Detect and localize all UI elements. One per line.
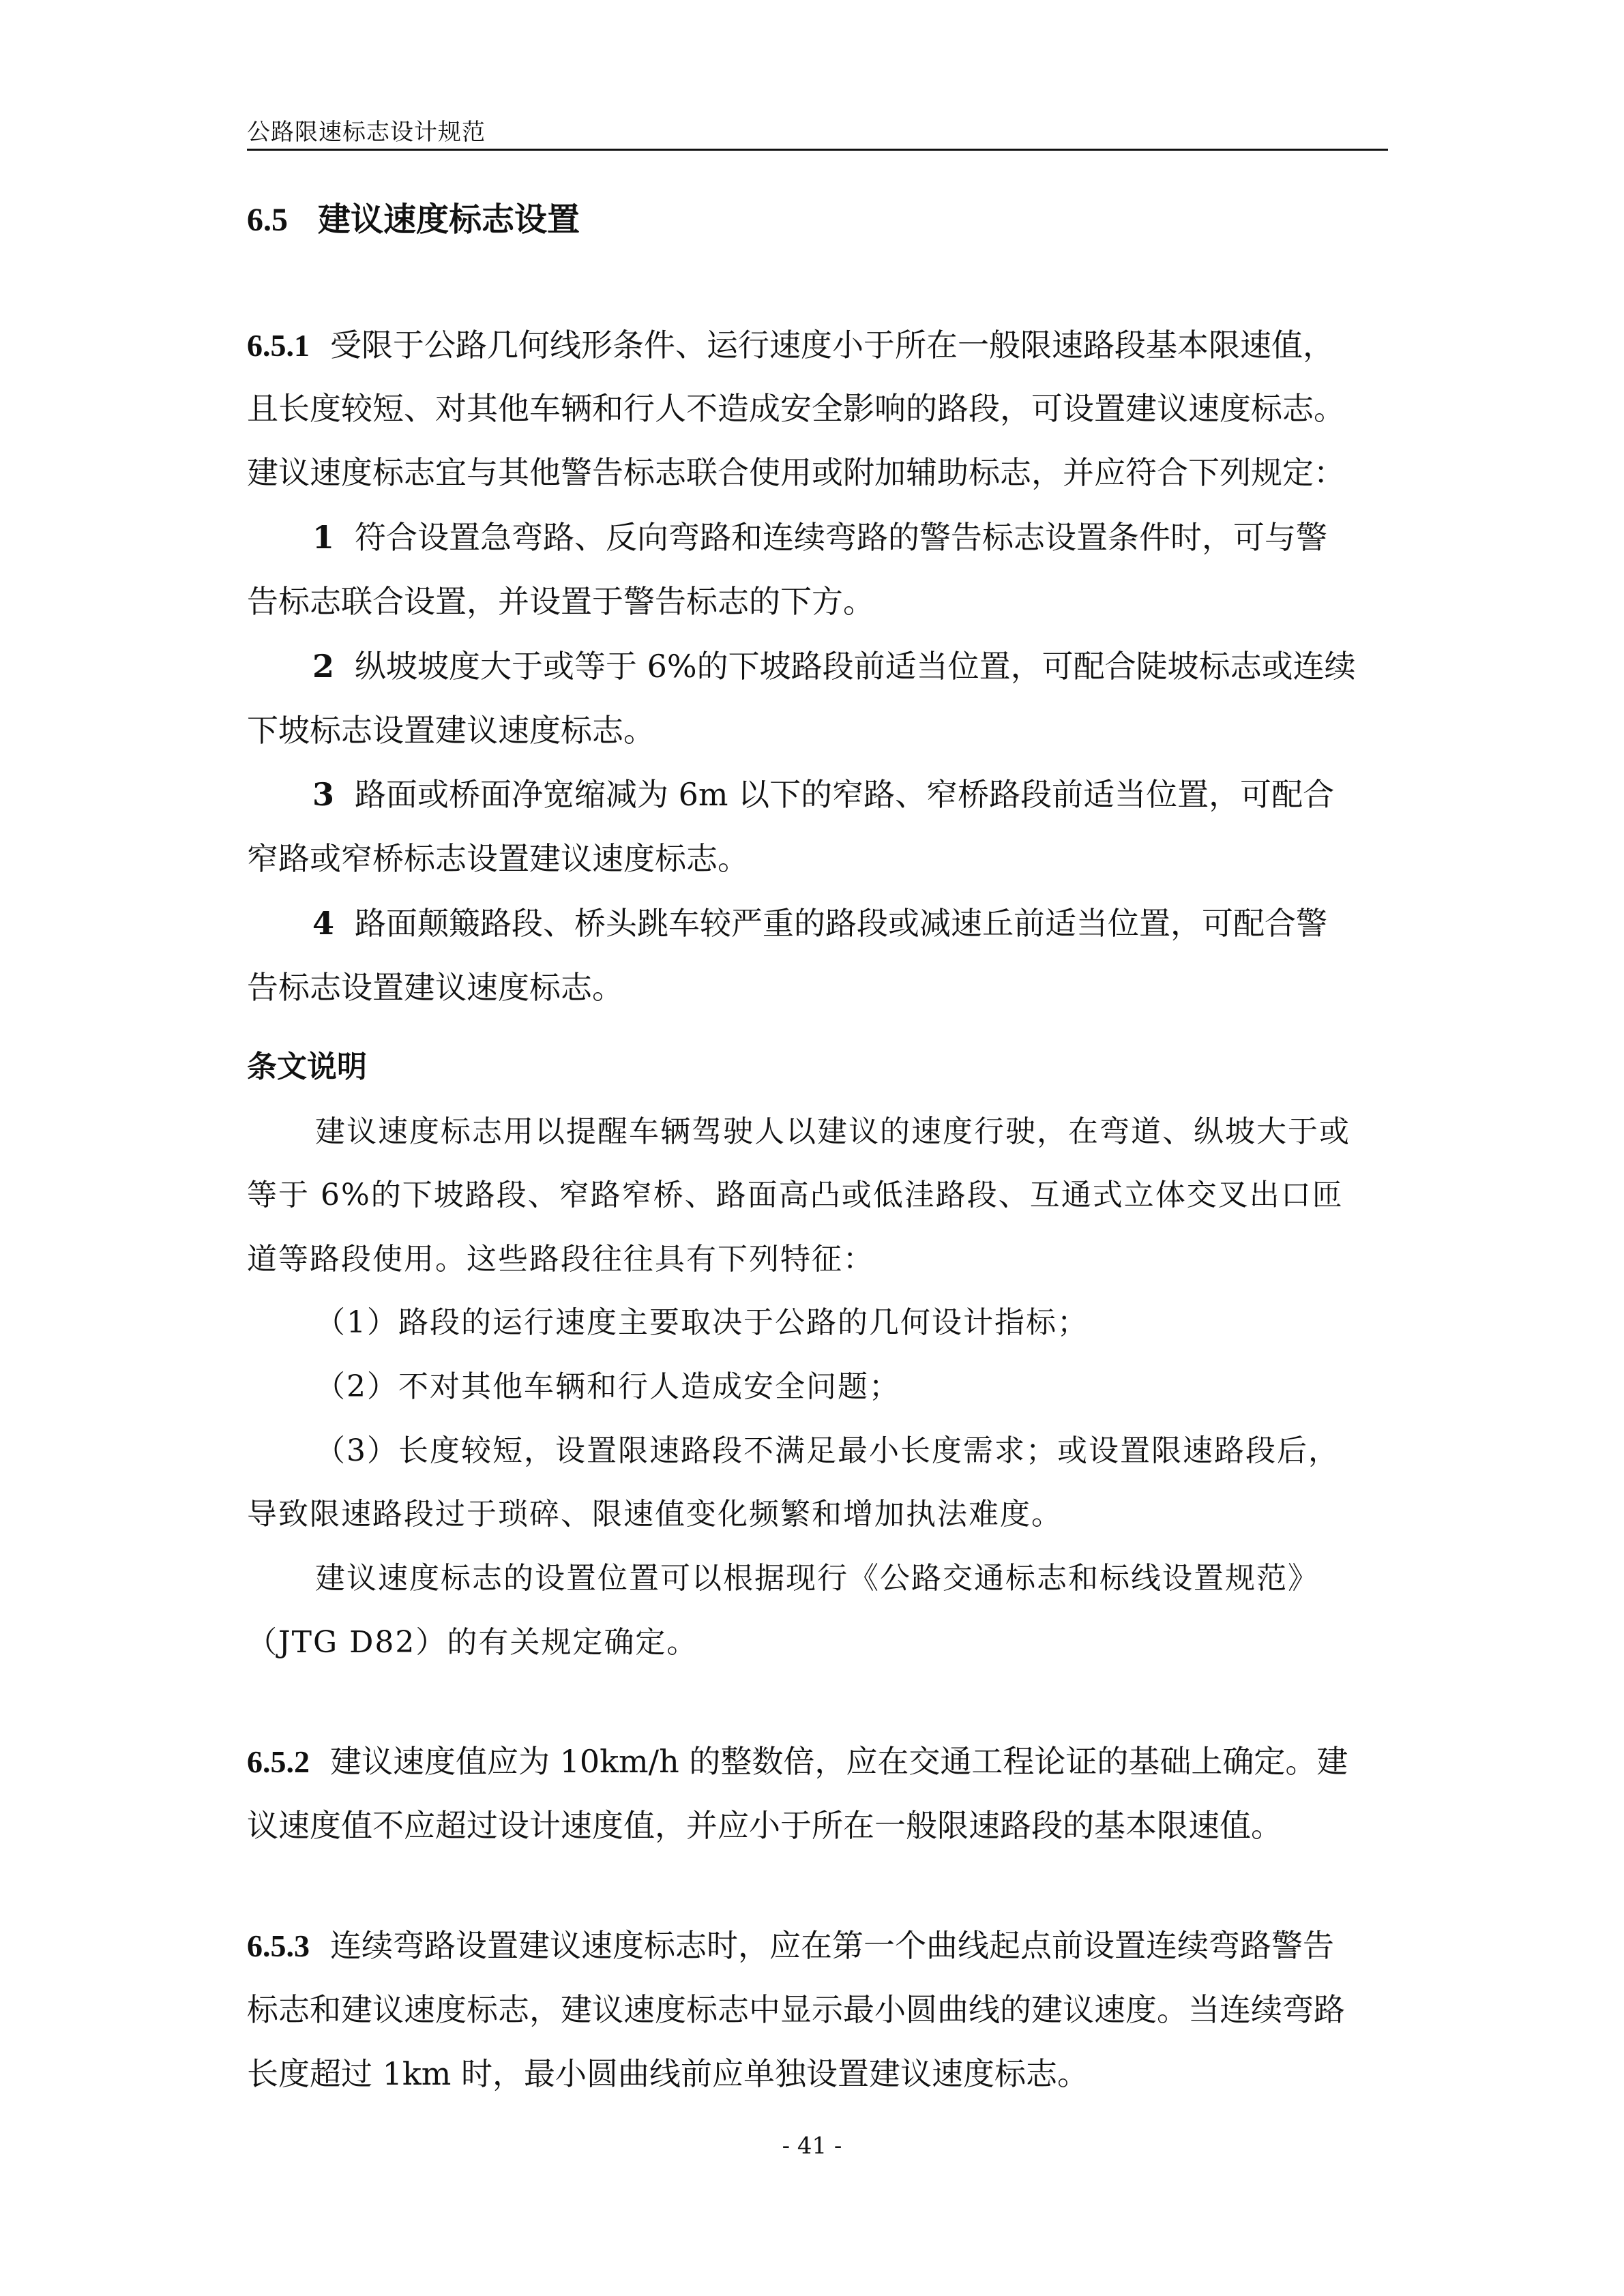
item-number: 1 [312,519,335,556]
commentary-line-6: （3）长度较短，设置限速路段不满足最小长度需求；或设置限速路段后， [315,1433,1340,1468]
running-head: 公路限速标志设计规范 [247,119,486,146]
item-number: 4 [312,905,335,942]
list-item-4: 4 路面颠簸路段、桥头跳车较严重的路段或减速丘前适当位置，可配合警 [312,905,1328,942]
clause-6-5-1-line-2: 且长度较短、对其他车辆和行人不造成安全影响的路段，可设置建议速度标志。 [247,390,1345,427]
list-item-1: 1 符合设置急弯路、反向弯路和连续弯路的警告标志设置条件时，可与警 [312,519,1328,556]
commentary-line-2: 等于 6%的下坡路段、窄路窄桥、路面高凸或低洼路段、互通式立体交叉出口匝 [247,1178,1344,1212]
item-number: 3 [312,776,335,813]
clause-number: 6.5.3 [247,1928,310,1963]
clause-number: 6.5.1 [247,328,310,363]
commentary-line-4: （1）路段的运行速度主要取决于公路的几何设计指标； [315,1305,1089,1340]
commentary-line-3: 道等路段使用。这些路段往往具有下列特征： [247,1242,874,1277]
list-item-1-cont: 告标志联合设置，并设置于警告标志的下方。 [247,583,874,620]
list-item-2: 2 纵坡坡度大于或等于 6%的下坡路段前适当位置，可配合陡坡标志或连续 [312,648,1356,685]
list-item-3: 3 路面或桥面净宽缩减为 6m 以下的窄路、窄桥路段前适当位置，可配合 [312,776,1335,813]
clause-6-5-2-line-2: 议速度值不应超过设计速度值，并应小于所在一般限速路段的基本限速值。 [247,1807,1282,1844]
commentary-line-7: 导致限速路段过于琐碎、限速值变化频繁和增加执法难度。 [247,1497,1063,1532]
list-item-4-cont: 告标志设置建议速度标志。 [247,969,623,1006]
section-heading [247,200,580,239]
clause-6-5-3-line-3: 长度超过 1km 时，最小圆曲线前应单独设置建议速度标志。 [247,2055,1089,2092]
commentary-line-5: （2）不对其他车辆和行人造成安全问题； [315,1369,900,1404]
item-number: 2 [312,648,335,685]
commentary-line-8: 建议速度标志的设置位置可以根据现行《公路交通标志和标线设置规范》 [315,1561,1319,1596]
list-item-3-cont: 窄路或窄桥标志设置建议速度标志。 [247,840,749,877]
page-number: - 41 - [782,2132,842,2160]
list-item-2-cont: 下坡标志设置建议速度标志。 [247,712,655,749]
section-number: 6.5 [247,202,288,238]
commentary-line-1: 建议速度标志用以提醒车辆驾驶人以建议的速度行驶，在弯道、纵坡大于或 [315,1114,1350,1149]
clause-6-5-1-line-3: 建议速度标志宜与其他警告标志联合使用或附加辅助标志，并应符合下列规定： [247,454,1345,491]
clause-number: 6.5.2 [247,1744,310,1779]
clause-6-5-1-line-1: 6.5.1 受限于公路几何线形条件、运行速度小于所在一般限速路段基本限速值， [247,327,1334,363]
clause-6-5-3-line-1: 6.5.3 连续弯路设置建议速度标志时，应在第一个曲线起点前设置连续弯路警告 [247,1927,1334,1964]
header-rule [247,149,1388,151]
commentary-line-9: （JTG D82）的有关规定确定。 [247,1625,698,1660]
section-title: 建议速度标志设置 [318,200,580,239]
clause-6-5-3-line-2: 标志和建议速度标志，建议速度标志中显示最小圆曲线的建议速度。当连续弯路 [247,1991,1345,2028]
commentary-heading: 条文说明 [247,1049,367,1084]
clause-6-5-2-line-1: 6.5.2 建议速度值应为 10km/h 的整数倍，应在交通工程论证的基础上确定。建 [247,1743,1348,1780]
